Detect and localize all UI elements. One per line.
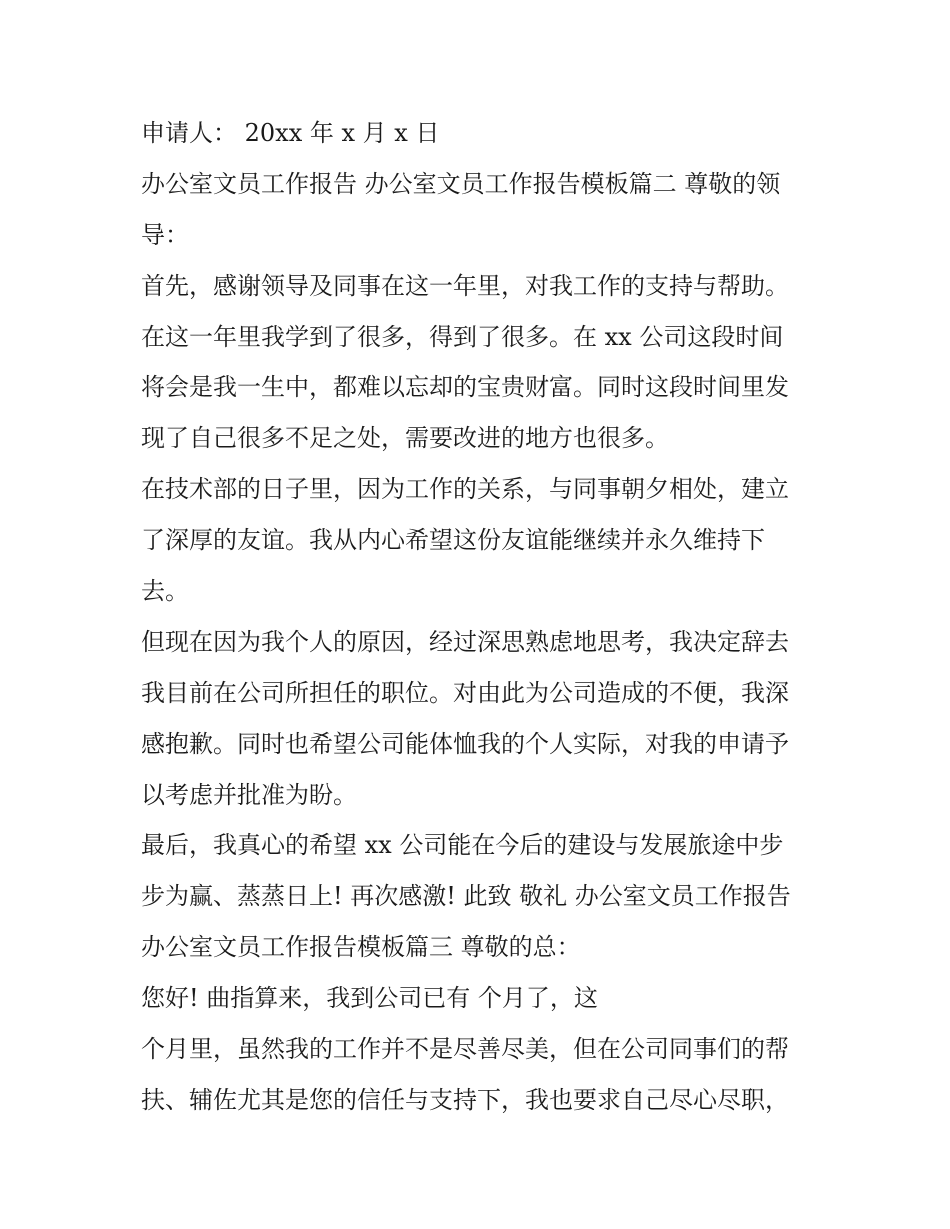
text-line: 最后，我真心的希望 xx 公司能在今后的建设与发展旅途中步 bbox=[141, 831, 784, 860]
text-line: 去。 bbox=[141, 577, 189, 606]
text-line: 在技术部的日子里，因为工作的关系，与同事朝夕相处，建立 bbox=[141, 475, 789, 504]
text-line: 步为赢、蒸蒸日上! 再次感激! 此致 敬礼 办公室文员工作报告 bbox=[141, 882, 791, 911]
text-line: 现了自己很多不足之处，需要改进的地方也很多。 bbox=[141, 424, 669, 453]
text-line: 导： bbox=[141, 220, 189, 249]
text-line: 您好! 曲指算来，我到公司已有 个月了，这 bbox=[141, 984, 598, 1013]
document-body bbox=[141, 108, 821, 1126]
text-line: 在这一年里我学到了很多，得到了很多。在 xx 公司这段时间 bbox=[141, 322, 784, 351]
text-line: 办公室文员工作报告模板篇三 尊敬的总： bbox=[141, 933, 581, 962]
text-line: 首先，感谢领导及同事在这一年里，对我工作的支持与帮助。 bbox=[141, 271, 789, 300]
text-line: 将会是我一生中，都难以忘却的宝贵财富。同时这段时间里发 bbox=[141, 373, 789, 402]
text-line: 感抱歉。同时也希望公司能体恤我的个人实际，对我的申请予 bbox=[141, 729, 789, 758]
text-line: 了深厚的友谊。我从内心希望这份友谊能继续并永久维持下 bbox=[141, 526, 765, 555]
text-line: 但现在因为我个人的原因，经过深思熟虑地思考，我决定辞去 bbox=[141, 627, 789, 656]
text-line: 我目前在公司所担任的职位。对由此为公司造成的不便，我深 bbox=[141, 678, 789, 707]
text-line: 以考虑并批准为盼。 bbox=[141, 780, 357, 809]
applicant-date-line: 申请人： 20xx 年 x 月 x 日 bbox=[141, 119, 440, 147]
text-line: 扶、辅佐尤其是您的信任与支持下，我也要求自己尽心尽职， bbox=[141, 1085, 789, 1114]
text-line: 个月里，虽然我的工作并不是尽善尽美，但在公司同事们的帮 bbox=[141, 1035, 789, 1064]
text-line: 办公室文员工作报告 办公室文员工作报告模板篇二 尊敬的领 bbox=[141, 169, 781, 198]
